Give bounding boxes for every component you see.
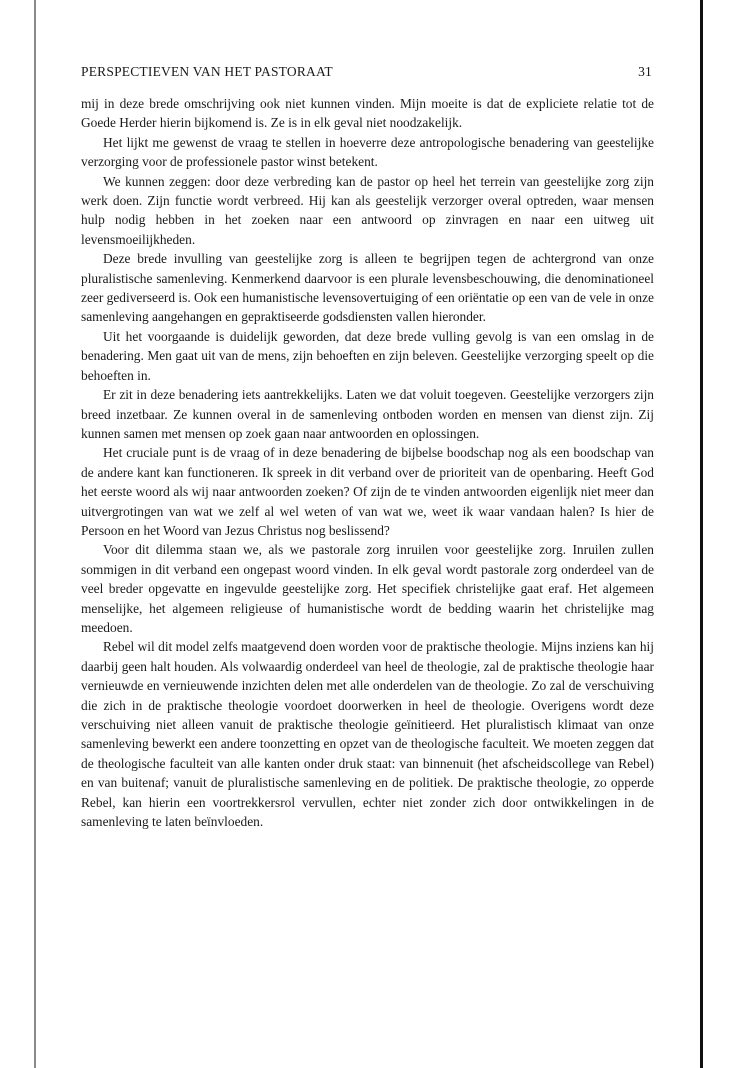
paragraph: Voor dit dilemma staan we, als we pastorale zorg inruilen voor geestelijke zorg. Inruilen zullen sommigen in dit verband een ongepast woord vinden. In elk geval wordt pastorale zorg onderdeel van de veel breder opgevatte en ingevulde geestelijke zorg. Het specifiek christelijke gaat eraf. Het algemeen menselijke, het algemeen religieuse of humanistische wordt de bedding waarin het christelijke mag meedoen.: [81, 542, 654, 635]
scan-left-edge-shadow: [34, 0, 36, 1068]
paragraph: Het lijkt me gewenst de vraag te stellen in hoeverre deze antropologische benadering van geestelijke verzorging voor de professionele pastor winst betekent.: [81, 134, 654, 170]
paragraph: Er zit in deze benadering iets aantrekkelijks. Laten we dat voluit toegeven. Geestelijke verzorgers zijn breed inzetbaar. Ze kunnen overal in de samenleving ontboden worden en mensen van dienst zijn. Zij kunnen samen met mensen op zoek gaan naar antwoorden en oplossingen.: [81, 387, 654, 441]
page-number: 31: [638, 64, 652, 79]
body-text: [81, 94, 654, 831]
running-title: PERSPECTIEVEN VAN HET PASTORAAT: [81, 64, 333, 79]
running-head: [81, 64, 654, 80]
paragraph: Uit het voorgaande is duidelijk geworden, dat deze brede vulling gevolg is van een omslag in de benadering. Men gaat uit van de mens, zijn behoeften en zijn beleven. Geestelijke verzorging speelt op die behoeften in.: [81, 328, 654, 383]
book-page: [81, 64, 654, 831]
paragraph: Het cruciale punt is de vraag of in deze benadering de bijbelse boodschap nog als een boodschap van de andere kant kan functioneren. Ik spreek in dit verband over de prioriteit van de openbaring. Heeft God het eerste woord als wij naar antwoorden zoeken? Of zijn de te vinden antwoorden eigenlijk niet meer dan uitvergrotingen van wat we zelf al wel weten of van wat we, weet ik waar vandaan halen? Is hier de Persoon en het Woord van Jezus Christus nog beslissend?: [81, 445, 654, 538]
paragraph: Deze brede invulling van geestelijke zorg is alleen te begrijpen tegen de achtergrond van onze pluralistische samenleving. Kenmerkend daarvoor is een plurale levensbeschouwing, die denominationeel zeer gediverseerd is. Ook een humanistische levensovertuiging of een oriëntatie op een van de vele in onze samenleving aangehangen en gepraktiseerde godsdiensten vallen hieronder.: [81, 251, 654, 325]
paragraph: mij in deze brede omschrijving ook niet kunnen vinden. Mijn moeite is dat de expliciete relatie tot de Goede Herder hierin bijkomend is. Ze is in elk geval niet noodzakelijk.: [81, 96, 654, 131]
scan-right-edge-shadow: [700, 0, 703, 1068]
paragraph: We kunnen zeggen: door deze verbreding kan de pastor op heel het terrein van geestelijke zorg zijn werk doen. Zijn functie wordt verbreed. Hij kan als geestelijk verzorger overal optreden, waar mensen hulp nodig hebben in het zoeken naar een antwoord op zinvragen en naar een uitweg uit levensmoeilijkheden.: [81, 173, 654, 247]
paragraph: Rebel wil dit model zelfs maatgevend doen worden voor de praktische theologie. Mijns inziens kan hij daarbij geen halt houden. Als volwaardig onderdeel van heel de theologie, zal de praktische theologie haar vernieuwde en vernieuwende inzichten delen met alle onderdelen van de theologie. Zo zal de verschuiving die zich in de praktische theologie voordoet doorwerken in heel de theologie. Overigens wordt deze verschuiving niet alleen vanuit de praktische theologie geïnitieerd. Het pluralistisch klimaat van onze samenleving bewerkt een andere toonzetting en opzet van de theologische faculteit. We moeten zeggen dat de theologische faculteit van alle kanten onder druk staat: van binnenuit (het afscheidscollege van Rebel) en van buitenaf; vanuit de pluralistische samenleving en de politiek. De praktische theologie, zo opperde Rebel, kan hierin een voortrekkersrol vervullen, echter niet zonder zich door ontwikkelingen in de samenleving te laten beïnvloeden.: [81, 639, 654, 830]
